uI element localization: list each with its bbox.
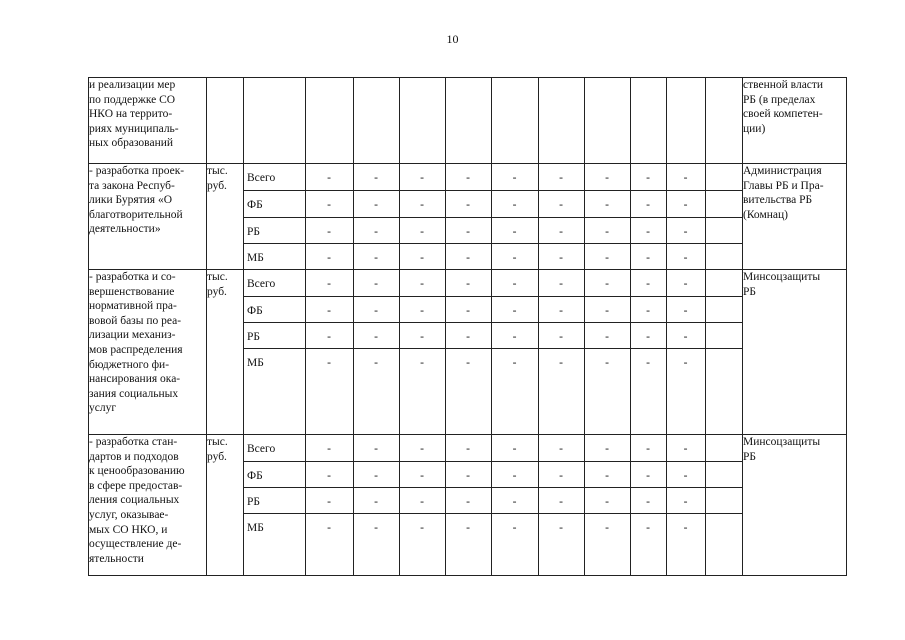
value-cell: - — [666, 487, 705, 513]
funding-breakdown — [244, 435, 743, 576]
funding-source: ФБ — [244, 461, 305, 487]
funding-source: Всего — [244, 164, 305, 190]
funding-source: РБ — [244, 217, 305, 243]
funding-row — [244, 513, 743, 575]
text-line: своей компетен- — [743, 108, 823, 121]
value-cell: - — [666, 435, 705, 461]
page-number: 10 — [446, 32, 459, 46]
value-cell: - — [666, 190, 705, 217]
value-cell: - — [353, 296, 399, 322]
value-cell: - — [491, 487, 538, 513]
funding-source: МБ — [247, 251, 264, 264]
value-cell: - — [666, 461, 705, 487]
value-cell: - — [399, 164, 445, 190]
continuation-unit — [207, 78, 244, 164]
text-line: - разработка и со- — [89, 271, 176, 283]
value-cell: - — [584, 435, 630, 461]
value-cell: - — [491, 322, 538, 348]
text-line: вершенствование — [89, 285, 175, 298]
value-cell: - — [666, 348, 705, 434]
text-line: мов распределения — [89, 343, 183, 356]
value-cell: - — [538, 217, 584, 243]
value-cell: - — [445, 190, 491, 217]
value-cell-empty — [705, 190, 743, 217]
value-cell: - — [305, 322, 353, 348]
value-cell-empty — [705, 513, 743, 575]
text-line: руб. — [207, 450, 227, 463]
value-cell: - — [538, 322, 584, 348]
value-cell: - — [584, 243, 630, 269]
funding-source: ФБ — [244, 296, 305, 322]
value-cell: - — [630, 487, 666, 513]
value-cell: - — [445, 435, 491, 461]
value-cell: - — [445, 461, 491, 487]
text-line: вительства РБ — [743, 194, 813, 207]
text-line: руб. — [207, 179, 227, 192]
funding-source: Всего — [244, 270, 305, 296]
value-cell: - — [630, 270, 666, 296]
text-line: ления социальных — [89, 494, 180, 507]
text-line: дартов и подходов — [89, 450, 179, 463]
text-line: к ценообразованию — [89, 465, 185, 478]
text-line: услуг — [89, 402, 117, 415]
measure-description — [89, 164, 207, 270]
text-line: по поддержке СО — [89, 93, 176, 106]
continuation-responsible — [743, 78, 847, 164]
value-cell-empty — [705, 270, 743, 296]
value-cell: - — [538, 164, 584, 190]
text-line: вовой базы по реа- — [89, 314, 182, 327]
value-cell: - — [630, 322, 666, 348]
value-cell: - — [399, 348, 445, 434]
text-line: благотворительной — [89, 208, 183, 221]
value-cell: - — [445, 164, 491, 190]
value-cell: - — [491, 348, 538, 434]
funding-source: Всего — [244, 435, 305, 461]
value-cell: - — [538, 243, 584, 269]
value-cell-empty — [705, 164, 743, 190]
text-line: Главы РБ и Пра- — [743, 179, 824, 192]
measure-responsible — [743, 164, 847, 270]
value-cell-empty — [705, 243, 743, 269]
value-cell: - — [399, 513, 445, 575]
value-cell: - — [538, 190, 584, 217]
value-cell: - — [305, 513, 353, 575]
text-line: - разработка стан- — [89, 436, 178, 448]
value-cell: - — [305, 243, 353, 269]
value-cell-empty — [705, 322, 743, 348]
continuation-row — [89, 78, 847, 164]
text-line: ции) — [743, 122, 766, 135]
value-cell: - — [445, 270, 491, 296]
value-cell: - — [305, 296, 353, 322]
value-cell-empty — [705, 296, 743, 322]
text-line: зания социальных — [89, 387, 179, 400]
value-cell: - — [353, 435, 399, 461]
measure-unit — [207, 270, 244, 435]
value-cell: - — [584, 270, 630, 296]
value-cell: - — [445, 217, 491, 243]
value-cell: - — [584, 348, 630, 434]
funding-row — [244, 164, 743, 190]
value-cell-empty — [705, 348, 743, 434]
funding-row — [244, 296, 743, 322]
value-cell: - — [491, 164, 538, 190]
value-cell: - — [399, 435, 445, 461]
value-cell: - — [445, 243, 491, 269]
value-cell: - — [491, 435, 538, 461]
value-cell: - — [445, 296, 491, 322]
value-cell: - — [584, 513, 630, 575]
value-cell: - — [305, 461, 353, 487]
funding-row — [244, 217, 743, 243]
funding-source: МБ — [247, 521, 264, 534]
value-cell: - — [353, 243, 399, 269]
value-cell: - — [305, 435, 353, 461]
value-cell: - — [399, 461, 445, 487]
funding-row — [244, 435, 743, 461]
measure-unit — [207, 435, 244, 576]
value-cell: - — [538, 487, 584, 513]
text-line: руб. — [207, 285, 227, 298]
value-cell: - — [584, 164, 630, 190]
value-cell: - — [399, 217, 445, 243]
funding-source: РБ — [244, 322, 305, 348]
measure-unit — [207, 164, 244, 270]
funding-row — [244, 461, 743, 487]
value-cell: - — [630, 217, 666, 243]
funding-row — [244, 322, 743, 348]
value-cell: - — [491, 461, 538, 487]
value-cell: - — [630, 164, 666, 190]
value-cell: - — [538, 435, 584, 461]
text-line: деятельности» — [89, 223, 161, 236]
funding-source: РБ — [244, 487, 305, 513]
text-line: тыс. — [207, 271, 228, 283]
value-cell: - — [399, 296, 445, 322]
text-line: ятельности — [89, 552, 144, 565]
value-cell: - — [666, 513, 705, 575]
value-cell: - — [584, 487, 630, 513]
value-cell: - — [630, 348, 666, 434]
value-cell: - — [584, 296, 630, 322]
funding-source: МБ — [247, 356, 264, 369]
value-cell: - — [666, 217, 705, 243]
value-cell: - — [584, 217, 630, 243]
funding-breakdown — [244, 270, 743, 435]
text-line: Минсоцзащиты — [743, 436, 821, 448]
text-line: тыс. — [207, 436, 228, 448]
text-line: (Комнац) — [743, 208, 788, 221]
text-line: бюджетного фи- — [89, 358, 170, 371]
value-cell: - — [630, 435, 666, 461]
value-cell: - — [353, 513, 399, 575]
funding-breakdown — [244, 164, 743, 270]
continuation-description — [89, 78, 207, 164]
continuation-values — [244, 78, 743, 164]
funding-row — [244, 487, 743, 513]
measure-row — [89, 435, 847, 576]
text-line: мых СО НКО, и — [89, 523, 168, 536]
text-line: РБ — [743, 450, 756, 463]
value-cell: - — [305, 487, 353, 513]
value-cell: - — [630, 461, 666, 487]
value-cell: - — [353, 487, 399, 513]
value-cell: - — [353, 348, 399, 434]
value-cell: - — [399, 243, 445, 269]
value-cell: - — [538, 513, 584, 575]
value-cell: - — [666, 296, 705, 322]
value-cell: - — [491, 296, 538, 322]
value-cell: - — [305, 164, 353, 190]
text-line: лизации механиз- — [89, 329, 176, 342]
value-cell: - — [584, 322, 630, 348]
value-cell: - — [538, 296, 584, 322]
value-cell: - — [666, 164, 705, 190]
value-cell: - — [666, 243, 705, 269]
funding-row — [244, 270, 743, 296]
value-cell: - — [399, 190, 445, 217]
value-cell: - — [399, 487, 445, 513]
text-line: лики Бурятия «О — [89, 194, 173, 207]
value-cell: - — [353, 217, 399, 243]
value-cell: - — [353, 322, 399, 348]
text-line: нансирования ока- — [89, 373, 181, 386]
value-cell: - — [353, 164, 399, 190]
value-cell: - — [538, 270, 584, 296]
value-cell: - — [630, 190, 666, 217]
value-cell: - — [491, 270, 538, 296]
value-cell: - — [491, 217, 538, 243]
text-line: осуществление де- — [89, 538, 182, 551]
funding-row — [244, 190, 743, 217]
value-cell: - — [305, 190, 353, 217]
value-cell: - — [353, 461, 399, 487]
measures-table — [88, 77, 847, 576]
text-line: нормативной пра- — [89, 300, 177, 313]
text-line: та закона Респуб- — [89, 179, 175, 192]
value-cell: - — [491, 190, 538, 217]
measure-responsible — [743, 435, 847, 576]
text-line: ственной власти — [743, 79, 824, 91]
funding-row — [244, 348, 743, 434]
text-line: и реализации мер — [89, 79, 176, 91]
text-line: Минсоцзащиты — [743, 271, 821, 283]
value-cell: - — [445, 322, 491, 348]
value-cell-empty — [705, 217, 743, 243]
value-cell: - — [445, 513, 491, 575]
value-cell: - — [538, 461, 584, 487]
text-line: тыс. — [207, 165, 228, 177]
value-cell: - — [399, 322, 445, 348]
value-cell: - — [491, 243, 538, 269]
text-line: услуг, оказывае- — [89, 508, 169, 521]
value-cell: - — [399, 270, 445, 296]
funding-source: ФБ — [244, 190, 305, 217]
measure-responsible — [743, 270, 847, 435]
value-cell: - — [305, 348, 353, 434]
text-line: НКО на террито- — [89, 108, 173, 121]
value-cell: - — [666, 270, 705, 296]
value-cell: - — [584, 190, 630, 217]
funding-row — [244, 243, 743, 269]
value-cell: - — [305, 217, 353, 243]
value-cell-empty — [705, 461, 743, 487]
value-cell: - — [630, 243, 666, 269]
value-cell: - — [666, 322, 705, 348]
value-cell: - — [353, 270, 399, 296]
value-cell-empty — [705, 487, 743, 513]
measure-description — [89, 270, 207, 435]
text-line: РБ — [743, 285, 756, 298]
measure-row — [89, 270, 847, 435]
text-line: в сфере предостав- — [89, 479, 183, 492]
value-cell: - — [445, 348, 491, 434]
value-cell: - — [630, 513, 666, 575]
value-cell: - — [630, 296, 666, 322]
value-cell: - — [584, 461, 630, 487]
measure-row — [89, 164, 847, 270]
text-line: РБ (в пределах — [743, 93, 816, 106]
value-cell: - — [538, 348, 584, 434]
measure-description — [89, 435, 207, 576]
value-cell: - — [353, 190, 399, 217]
text-line: Администрация — [743, 165, 822, 177]
value-cell: - — [491, 513, 538, 575]
value-cell-empty — [705, 435, 743, 461]
value-cell: - — [445, 487, 491, 513]
text-line: ных образований — [89, 137, 174, 150]
text-line: - разработка проек- — [89, 165, 185, 177]
text-line: риях муниципаль- — [89, 122, 179, 135]
value-cell: - — [305, 270, 353, 296]
